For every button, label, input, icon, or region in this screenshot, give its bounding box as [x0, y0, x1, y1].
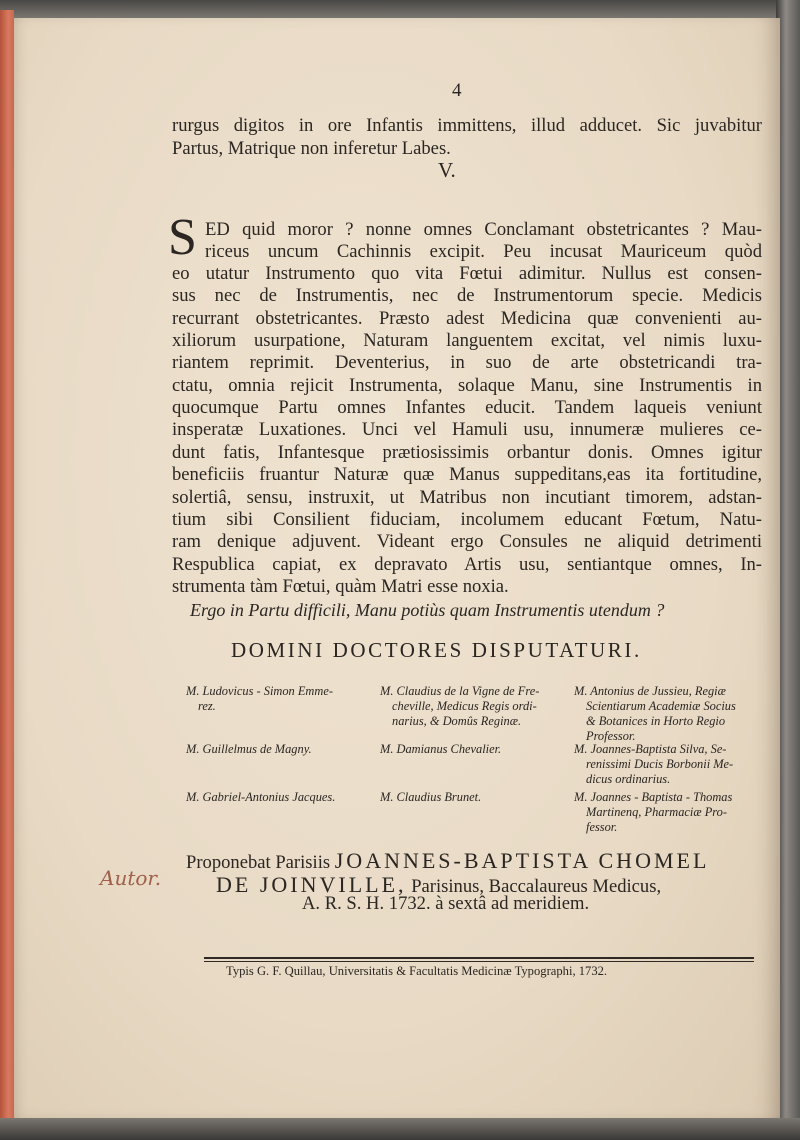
doctor-line: M. Guillelmus de Magny.	[186, 742, 312, 756]
text-line: insperatæ Luxationes. Unci vel Hamuli usu, innumeræ mulieres ce-	[172, 419, 762, 441]
text-line: rurgus digitos in ore Infantis immittens, illud adducet. Sic juvabitur	[172, 115, 762, 136]
doctor-entry	[574, 790, 764, 835]
page-number: 4	[452, 80, 462, 101]
doctor-line: & Botanices in Horto Regio	[586, 714, 726, 728]
text-line: recurrant obstetricantes. Præsto adest Medicina quæ convenienti au-	[172, 307, 762, 329]
thesis-question: Ergo in Partu difficili, Manu potiùs quam Instrumentis utendum ?	[190, 600, 665, 620]
text-line: solertiâ, sensu, instruxit, ut Matribus non incutiant timorem, adstan-	[172, 486, 762, 508]
doctor-line: M. Claudius Brunet.	[380, 790, 482, 804]
doctor-entry	[186, 742, 376, 757]
printer-imprint: Typis G. F. Quillau, Universitatis & Facultatis Medicinæ Typographi, 1732.	[226, 964, 608, 978]
doctor-entry	[186, 790, 376, 805]
text-line: eo utatur Instrumento quo vita Fœtui adimitur. Nullus est consen-	[172, 263, 762, 284]
text-line: ctatu, omnia rejicit Instrumenta, solaque Manu, sine Instrumentis in	[172, 374, 762, 396]
doctor-line: rez.	[198, 699, 216, 713]
text-line: xiliorum usurpatione, Naturam languentem excitat, vel nimis luxu-	[172, 330, 762, 352]
drop-cap: S	[168, 209, 197, 266]
doctor-entry	[186, 684, 376, 714]
proponebat-text: Parisinus, Baccalaureus Medicus,	[411, 876, 662, 897]
text-line: ram denique adjuvent. Videant ergo Consules ne aliquid detrimenti	[172, 531, 762, 553]
text-line: strumenta tàm Fœtui, quàm Matri esse noxia.	[172, 575, 509, 597]
handwritten-margin-note: Autor.	[100, 866, 162, 890]
doctor-line: M. Joannes - Baptista - Thomas	[574, 790, 733, 804]
doctor-line: M. Claudius de la Vigne de Fre-	[380, 684, 540, 698]
author-name: JOANNES-BAPTISTA CHOMEL	[334, 848, 710, 873]
doctor-entry	[574, 742, 764, 787]
doctor-line: M. Ludovicus - Simon Emme-	[186, 684, 333, 698]
section-number: V.	[438, 158, 456, 182]
doctor-line: M. Antonius de Jussieu, Regiæ	[574, 684, 726, 698]
text-line: sus nec de Instrumentis, nec de Instrumentorum specie. Medicis	[172, 285, 762, 307]
text-line: ED quid moror ? nonne omnes Conclamant obstetricantes ? Mau-	[205, 219, 762, 240]
doctor-line: fessor.	[586, 820, 618, 834]
book-binding-edge	[0, 10, 14, 1130]
doctor-line: M. Damianus Chevalier.	[380, 742, 502, 756]
doctor-line: Scientiarum Academiæ Socius	[586, 699, 736, 713]
doctor-line: narius, & Domûs Reginæ.	[392, 714, 522, 728]
doctor-line: cheville, Medicus Regis ordi-	[392, 699, 537, 713]
doctor-entry	[380, 684, 570, 729]
doctor-line: renissimi Ducis Borbonii Me-	[586, 757, 734, 771]
text-line: Respublica capiat, ex depravato Artis usu, sentiantque omnes, In-	[172, 553, 762, 575]
proponebat-line-1	[186, 848, 709, 874]
doctor-line: dicus ordinarius.	[586, 772, 671, 786]
text-line: beneficiis fruantur Naturæ quæ Manus suppeditans,eas ita fortitudine,	[172, 464, 762, 486]
doctor-entry	[380, 790, 570, 805]
book-top-edge	[0, 0, 800, 18]
section-heading: DOMINI DOCTORES DISPUTATURI.	[231, 638, 642, 662]
book-bottom-edge	[0, 1118, 800, 1140]
author-name-cont: DE JOINVILLE,	[216, 872, 407, 897]
proponebat-date: A. R. S. H. 1732. à sextâ ad meridiem.	[302, 893, 590, 914]
footer-rule	[204, 961, 754, 962]
text-line: tium sibi Consilient fiduciam, incolumem educant Fœtum, Natu-	[172, 508, 762, 530]
text-line: riceus uncum Cachinnis excipit. Peu incusat Mauriceum quòd	[205, 241, 762, 262]
text-line: dunt fatis, Infantesque prætiosissimis orbantur donis. Omnes igitur	[172, 441, 762, 463]
doctor-line: M. Joannes-Baptista Silva, Se-	[574, 742, 727, 756]
doctor-line: Professor.	[586, 729, 636, 743]
text-line: quocumque Partu omnes Infantes educit. Tandem laqueis veniunt	[172, 397, 762, 419]
doctor-line: Martinenq, Pharmaciæ Pro-	[586, 805, 727, 819]
text-line: Partus, Matrique non inferetur Labes.	[172, 138, 451, 159]
doctor-entry	[380, 742, 570, 757]
text-line: riantem reprimit. Deventerius, in suo de arte obstetricandi tra-	[172, 352, 762, 374]
proponebat-text: Proponebat Parisiis	[186, 852, 331, 873]
doctor-line: M. Gabriel-Antonius Jacques.	[186, 790, 336, 804]
footer-rule	[204, 957, 754, 959]
doctor-entry	[574, 684, 764, 744]
